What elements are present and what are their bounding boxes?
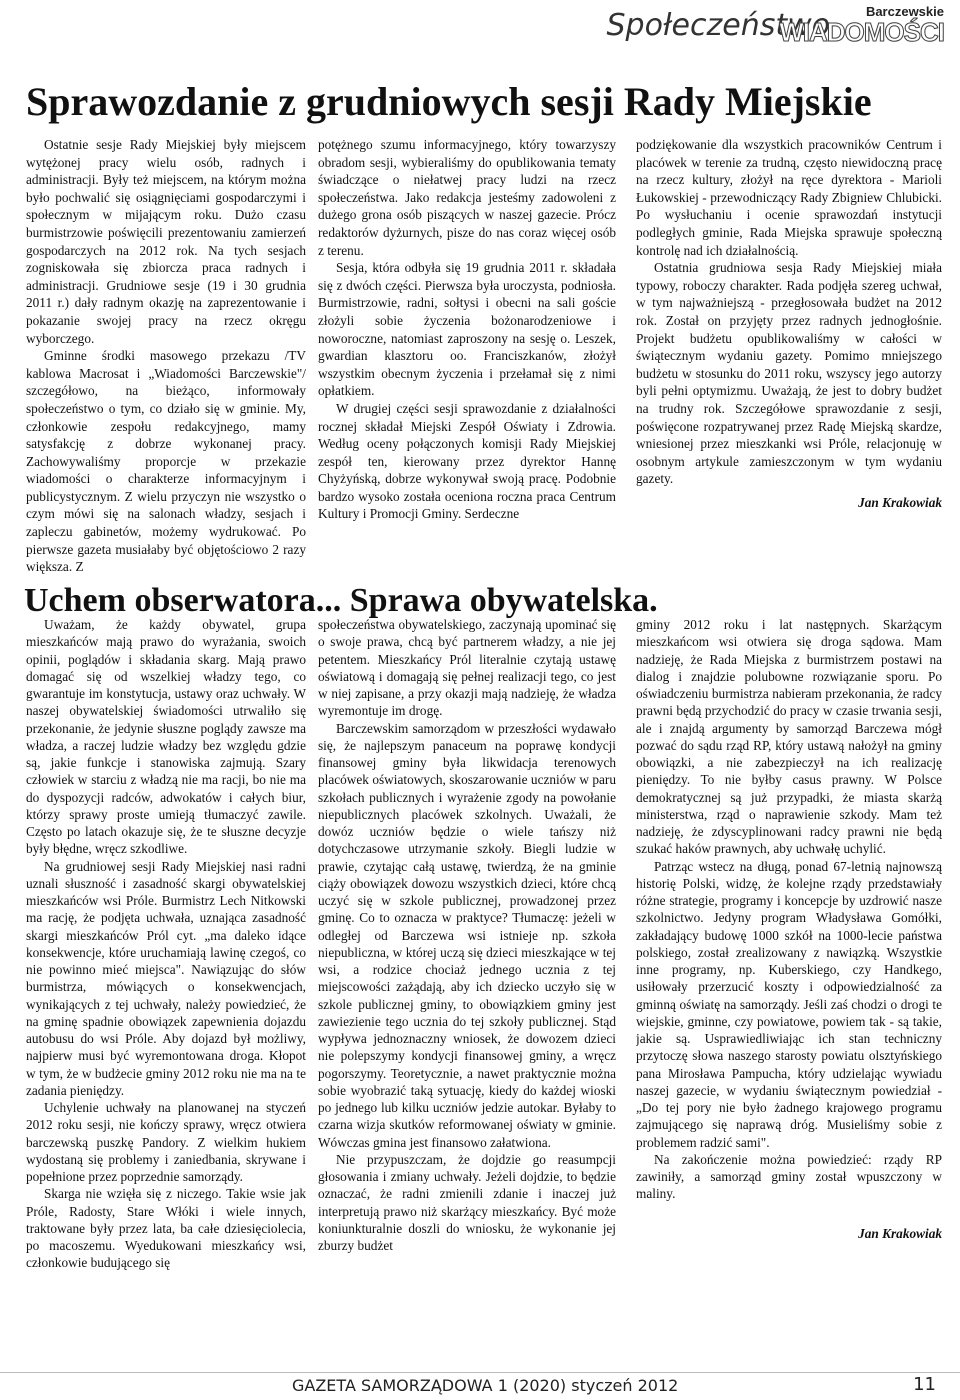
article2-column-2 xyxy=(318,616,616,1338)
paragraph: potężnego szumu informacyjnego, który towarzyszy obradom sesji, wybieraliśmy do opublikowania tematy świadczące o niełatwej pracy ludzi na rzecz społeczeństwa. Jako redakcja jesteśmy zadowoleni z dużego grona osób piszących w naszej gazecie. Prócz redaktorów dyżurnych, pisze do nas coraz więcej osób z terenu. xyxy=(318,137,616,258)
logo-bottom-text: WIADOMOŚCI xyxy=(779,17,944,47)
footer-divider xyxy=(0,1372,960,1373)
paragraph: podziękowanie dla wszystkich pracowników Centrum i placówek w terenie za trudną, często niewidoczną pracę na rzecz kultury, złożył na ręce dyrektora - Marioli Łukowskiej - przewodniczący Rady Zbigniew Chlubicki. Po wysłuchaniu i ocenie sprawozdań instytucji podległych gminie, Rada Miejska sprawuje społeczną kontrolę nad ich działalnością. xyxy=(636,137,942,258)
paragraph: Sesja, która odbyła się 19 grudnia 2011 r. składała się z dwóch części. Pierwsza była uroczysta, podniosła. Burmistrzowie, radni, sołtysi i obecni na sali goście złożyli sobie życzenia bożonarodzeniowe i noworoczne, natomiast zaproszony na sesję o. Leszek, gwardian klasztoru oo. Franciszkanów, złożył wszystkim obecnym życzenia i przełamał się z nimi opłatkiem. xyxy=(318,260,616,399)
logo-top-text: Barczewskie xyxy=(865,4,944,19)
paragraph: Barczewskim samorządom w przeszłości wydawało się, że najlepszym panaceum na poprawę kondycji finansowej gminy była likwidacja terenowych placówek oświatowych, skoszarowanie uczniów w paru szkołach publicznych i wyrażenie zgody na powołanie niepublicznych placówek szkolnych. Uważali, że dowóz uczniów będzie o wiele tańszy niż dotychczasowe utrzymanie szkoły. Biegli ludzie w prawie, czytając całą ustawę, twierdzą, że na gminie ciąży obowiązek dowozu wszystkich dzieci, które chcą uczyć się w szkole publicznej, prowadzonej przez gminę. Co to oznacza w praktyce? Tłumaczę: jeżeli w odległej od Barczewa wsi istnieje np. szkoła niepubliczna, w której uczą się dzieci mieszkające w tej wsi, a rodzice chociaż jednego ucznia z tej miejscowości zażądają, aby ich dziecko uczyło się w szkole publicznej gminy, to obowiązkiem gminy jest zawiezienie tego ucznia do tej szkoły publicznej. Stąd wypływa jednoznaczny wniosek, że dowozem dzieci nie polepszymy kondycji finansowej gminy, a wręcz pogorszymy. Teoretycznie, a nawet praktycznie można sobie wyobrazić taką sytuację, kiedy do każdej wioski po jednego lub kilku uczniów jedzie autokar. Byłaby to czarna wizja skutków reformowanej oświaty w gminie. Wówczas gmina jest finansowo załatwiona. xyxy=(318,720,616,1150)
author-signature: Jan Krakowiak xyxy=(858,1225,942,1241)
paragraph: Na grudniowej sesji Rady Miejskiej nasi radni uznali słuszność i zasadność skargi obywatelskiej mieszkańców wsi Próle. Burmistrz Lech Nitkowski ma rację, że podjęta uchwała, uznająca zasadność skargi mieszkańców Pról cyt. „ma daleko idące konsekwencje, które uruchamiają lawinę czegoś, co nie powinno mieć miejsca". Nawiązując do słów burmistrza, mówiących o konsekwencjach, wynikających z tej uchwały, należy powiedzieć, że na gminę spadnie obowiązek zapewnienia dojazdu autobusu do wsi Próle. Aby dojazd był możliwy, najpierw musi być wyremontowana droga. Kłopot w tym, że w budżecie gminy 2012 roku nie ma na te zadania pieniędzy. xyxy=(26,858,306,1098)
paragraph: Ostatnie sesje Rady Miejskiej były miejscem wytężonej pracy wielu osób, radnych i administracji. Były też miejscem, na którym można było pochwalić się osiągnięciami gospodarczymi i społecznym w mijającym roku. Dużo czasu burmistrzowie poświęcili prezentowaniu zamierzeń gospodarczych na 2012 rok. Na tych sesjach zogniskowała się zbiorcza praca radnych i administracji. Grudniowe sesje (19 i 30 grudnia 2011 r.) dały radnym okazję na zaprezentowanie i pokazanie swojej pracy na rzecz okręgu wyborczego. xyxy=(26,137,306,346)
paragraph: Ostatnia grudniowa sesja Rady Miejskiej miała typowy, roboczy charakter. Rada podjęła szereg uchwał, w tym najważniejszą - przegłosowała budżet na 2012 rok. Został on przyjęty przez radnych jednogłośnie. Projekt budżetu opublikowaliśmy w całości w świątecznym wydaniu gazety. Pomimo mniejszego budżetu w stosunku do 2011 roku, wszyscy jego autorzy byli pełni optymizmu. Uważają, że jest to dobry budżet na trudny rok. Szczegółowe sprawozdanie z sesji, poświęcone rozpatrywanej przez Radę Miejską skardze, wniesionej przez mieszkanki wsi Próle, relacjonuję w osobnym artykule zamieszczonym w tym wydaniu gazety. xyxy=(636,260,942,487)
article1-column-1 xyxy=(26,136,306,578)
footer-publication: GAZETA SAMORZĄDOWA 1 (2020) styczeń 2012 xyxy=(292,1376,679,1395)
paragraph: Uważam, że każdy obywatel, grupa mieszkańców mają prawo do wyrażania, swoich opinii, poglądów i składania skarg. Mają prawo domagać się od wszelkiej władzy tego, co gwarantuje im konstytucja, ustawy oraz uchwały. W naszej obywatelskiej świadomości utrwaliło się przekonanie, że jedynie słuszne poglądy zawsze ma władza, a raczej ludzie władzy bez względu gdzie są, jakie funkcje i stanowiska zajmują. Szary człowiek w starciu z władzą nie ma racji, bo nie ma do dyspozycji radców, adwokatów i całych biur, którzy sprawy proste umieją tłumaczyć zawile. Często po latach okazuje się, że te słuszne decyzje były błędne, wręcz szkodliwe. xyxy=(26,617,306,857)
article1-column-3 xyxy=(636,136,942,578)
paragraph: Patrząc wstecz na długą, ponad 67-letnią najnowszą historię Polski, widzę, że kolejne rządy przedstawiały różne strategie, programy i koncepcje by uzdrowić nasze szkolnictwo. Jedyny program Władysława Gomółki, zakładający budowę 1000 szkół na 1000-lecie państwa polskiego, został zrealizowany z nawiązką. Wszystkie inne programy, np. Kuberskiego, czy Handkego, usiłowały przerzucić koszty i odpowiedzialność za gminną oświatę na samorządy. Jeśli zaś chodzi o drogi te wiejskie, gminne, czy powiatowe, powiem tak - są takie, jakie są. Usprawiedliwiając ich stan techniczny przytoczę słowa naszego starosty powiatu olsztyńskiego pana Mirosława Pampucha, który udzielając wywiadu naszej gazecie, w wydaniu świątecznym powiedział - „Do tej pory nie było żadnego krajowego programu zajmującego się naprawą dróg. Musieliśmy sobie z problemem radzić sami". xyxy=(636,858,942,1150)
article1-column-2 xyxy=(318,136,616,578)
paragraph: Uchylenie uchwały na planowanej na styczeń 2012 roku sesji, nie kończy sprawy, wręcz otwiera barczewską puszkę Pandory. Z wielkim hukiem wydostaną się problemy i zaniedbania, skrywane i popełnione przez poprzednie samorządy. xyxy=(26,1100,306,1184)
author-signature: Jan Krakowiak xyxy=(858,494,942,510)
article2-column-1 xyxy=(26,616,306,1338)
article-title: Uchem obserwatora... Sprawa obywatelska. xyxy=(24,582,658,619)
paragraph: W drugiej części sesji sprawozdanie z działalności rocznej składał Miejski Zespół Oświaty i Zdrowia. Według oceny połączonych komisji Rady Miejskiej zespół ten, kierowany przez dyrektor Hannę Chyżyńską, dobrze wykonywał swoją pracę. Podobnie bardzo wysoko została oceniona roczna praca Centrum Kultury i Promocji Gminy. Serdeczne xyxy=(318,400,616,522)
paragraph: społeczeństwa obywatelskiego, zaczynają upominać się o swoje prawa, chcą być partnerem władzy, a nie jej petentem. Mieszkańcy Pról literalnie czytają ustawę oświatową i domagają się pełnej realizacji tego, co jest w niej zapisane, a przy okazji mają nadzieję, że władza wyremontuje im drogę. xyxy=(318,617,616,719)
paragraph: Gminne środki masowego przekazu /TV kablowa Macrosat i „Wiadomości Barczewskie"/ szczegółowo, na bieżąco, informowały społeczeństwo o tym, co działo się w gminie. My, członkowie zespołu redakcyjnego, mamy satysfakcję z dobrze wykonanej pracy. Zachowywaliśmy proporcje w przekazie wiadomości o charakterze informacyjnym i publicystycznym. Z wielu przyczyn nie wszystko o czym mówi się na salonach władzy, sesjach i zapleczu gabinetów, możemy wydrukować. Po pierwsze gazeta musiałaby być objętościowo 2 razy większa. Z xyxy=(26,348,306,575)
section-label: Społeczeństwo xyxy=(606,8,830,43)
paragraph: Nie przypuszczam, że dojdzie go reasumpcji głosowania i zmiany uchwały. Jeżeli dojdzie, to będzie oznaczać, że radni zmienili zdanie i inaczej już interpretują prawo niż skarżący mieszkańcy. Być może koniunkturalnie doszli do wniosku, że wykonanie jej zburzy budżet xyxy=(318,1151,616,1253)
paragraph: Na zakończenie można powiedzieć: rządy RP zawiniły, a samorząd gminy został wpuszczony w maliny. xyxy=(636,1151,942,1202)
paragraph: gminy 2012 roku i lat następnych. Skarżącym mieszkańcom wsi otwiera się droga sądowa. Mam nadzieję, że Rada Miejska z burmistrzem postawi na dialog i znajdzie polubowne rozwiązanie sporu. Po oświadczeniu burmistrza nabieram przekonania, że radcy prawni będą przychodzić do pracy w czasie trwania sesji, ale i znajdą argumenty by samorząd Barczewa mógł pozwać do sądu rząd RP, który ustawą nałożył na gminy obowiązki, a nie zabezpieczył na ich realizację pieniędzy. To nie byłby casus prawny. W Polsce demokratycznej są już przypadki, że miasta skarżą ministerstwa, rząd o naprawienie szkody. Mam też nadzieję, że zdyscyplinowani radcy prawni nie będą szukać haków prawnych, aby uchwałę uchylić. xyxy=(636,617,942,857)
page-number: 11 xyxy=(913,1374,936,1395)
publication-logo xyxy=(779,4,944,48)
article2-column-3 xyxy=(636,616,942,1338)
paragraph: Skarga nie wzięła się z niczego. Takie wsie jak Próle, Radosty, Stare Włóki i wiele innych, traktowane były przez lata, ba całe dziesięciolecia, po macoszemu. Wyedukowani mieszkańcy wsi, członkowie budującego się xyxy=(26,1186,306,1271)
article-title: Sprawozdanie z grudniowych sesji Rady Miejskie xyxy=(26,79,872,124)
